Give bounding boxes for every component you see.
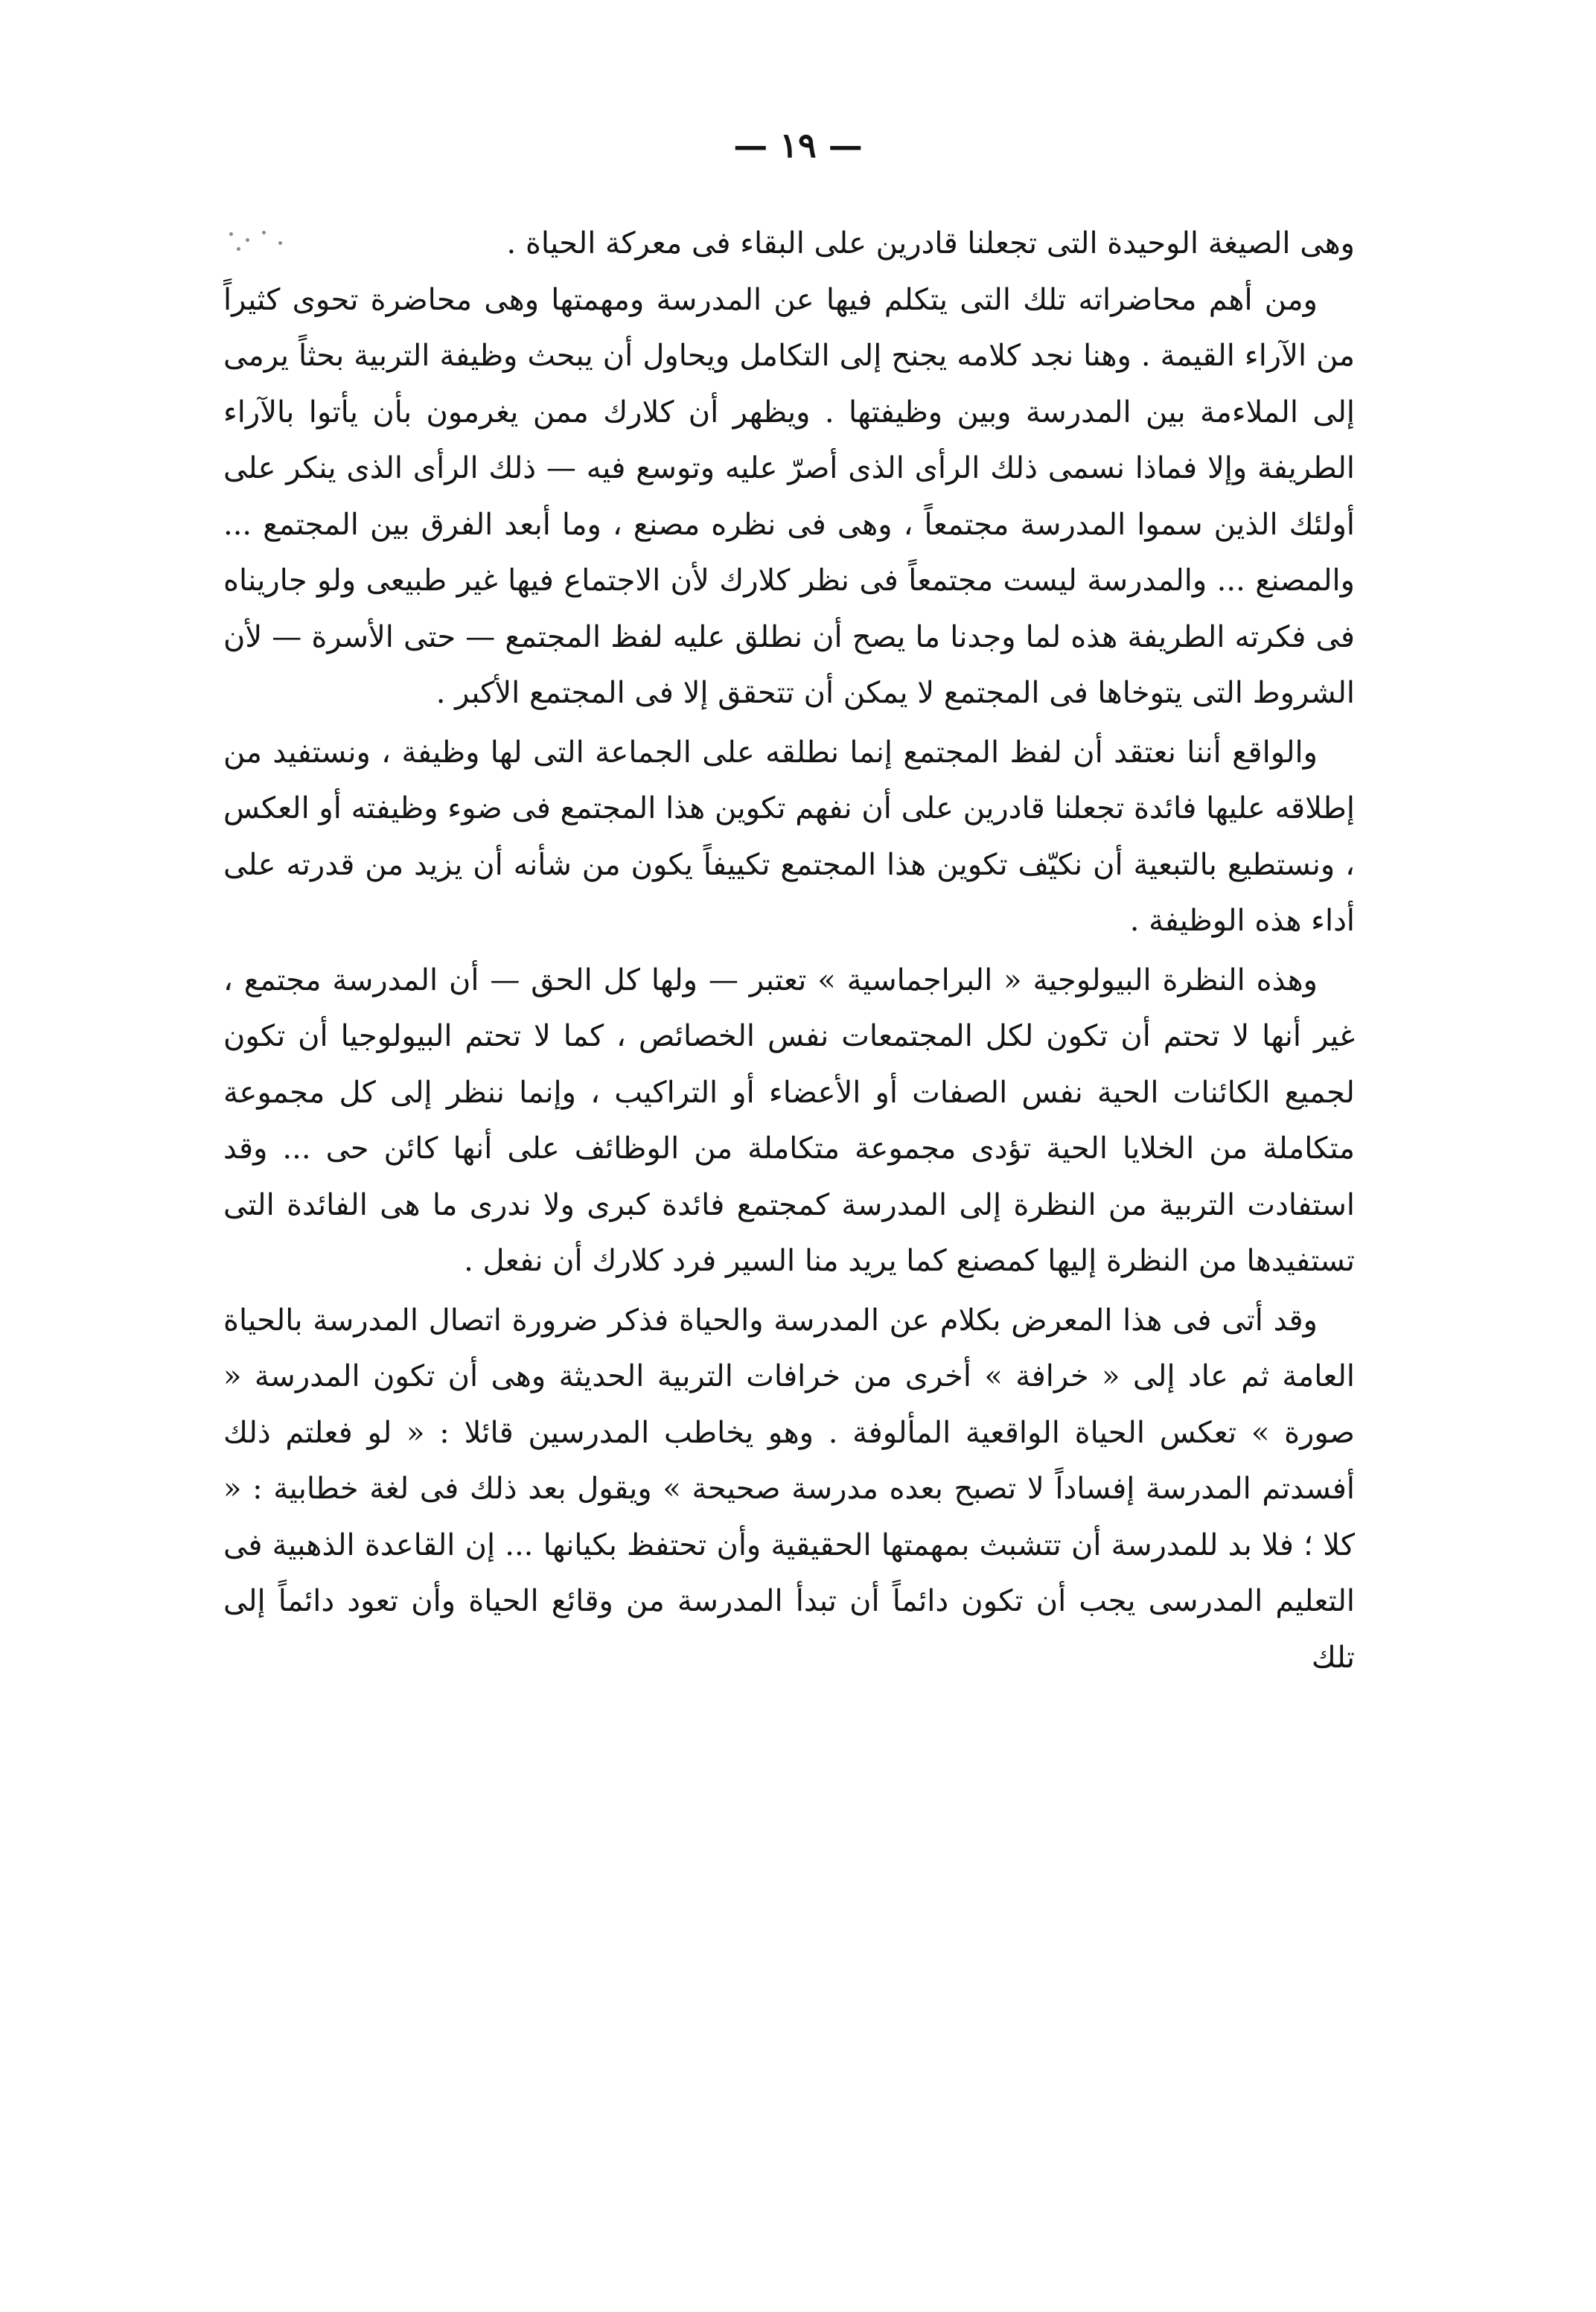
paragraph: وقد أتى فى هذا المعرض بكلام عن المدرسة والحياة فذكر ضرورة اتصال المدرسة بالحياة العامة ثم عاد إلى « خرافة » أخرى من خرافات التربية الحديثة وهى أن تكون المدرسة « صورة » تعكس الحياة الواقعية المألوفة . وهو يخاطب المدرسين قائلا : « لو فعلتم ذلك أفسدتم المدرسة إفساداً لا تصبح بعده مدرسة صحيحة » ويقول بعد ذلك فى لغة خطابية : « كلا ؛ فلا بد للمدرسة أن تتشبث بمهمتها الحقيقية وأن تحتفظ بكيانها ... إن القاعدة الذهبية فى التعليم المدرسى يجب أن تكون دائماً أن تبدأ المدرسة من وقائع الحياة وأن تعود دائماً إلى تلك: [223, 1303, 1355, 1675]
paragraph: وهى الصيغة الوحيدة التى تجعلنا قادرين على البقاء فى معركة الحياة .: [506, 226, 1355, 261]
paragraph: وهذه النظرة البيولوجية « البراجماسية » تعتبر — ولها كل الحق — أن المدرسة مجتمع ، غير أنها لا تحتم أن تكون لكل المجتمعات نفس الخصائص ، كما لا تحتم البيولوجيا أن تكون لجميع الكائنات الحية نفس الصفات أو الأعضاء أو التراكيب ، وإنما ننظر إلى كل مجموعة متكاملة من الخلايا الحية تؤدى مجموعة متكاملة من الوظائف على أنها كائن حى ... وقد استفادت التربية من النظرة إلى المدرسة كمجتمع فائدة كبرى ولا ندرى ما هى الفائدة التى تستفيدها من النظرة إليها كمصنع كما يريد منا السير فرد كلارك أن نفعل .: [223, 962, 1356, 1278]
page-number: — ١٩ —: [733, 125, 863, 165]
body-text: [223, 216, 1355, 1686]
paragraph: والواقع أننا نعتقد أن لفظ المجتمع إنما نطلقه على الجماعة التى لها وظيفة ، ونستفيد من إطلاقه عليها فائدة تجعلنا قادرين على أن نفهم تكوين هذا المجتمع فى ضوء وظيفته أو العكس ، ونستطيع بالتبعية أن نكيّف تكوين هذا المجتمع تكييفاً يكون من شأنه أن يزيد من قدرته على أداء هذه الوظيفة .: [223, 735, 1355, 938]
paragraph: ومن أهم محاضراته تلك التى يتكلم فيها عن المدرسة ومهمتها وهى محاضرة تحوى كثيراً من الآراء القيمة . وهنا نجد كلامه يجنح إلى التكامل ويحاول أن يبحث وظيفة التربية بحثاً يرمى إلى الملاءمة بين المدرسة وبين وظيفتها . ويظهر أن كلارك ممن يغرمون بأن يأتوا بالآراء الطريفة وإلا فماذا نسمى ذلك الرأى الذى أصرّ عليه وتوسع فيه — ذلك الرأى الذى ينكر على أولئك الذين سموا المدرسة مجتمعاً ، وهى فى نظره مصنع ، وما أبعد الفرق بين المجتمع ... والمصنع ... والمدرسة ليست مجتمعاً فى نظر كلارك لأن الاجتماع فيها غير طبيعى ولو جاريناه فى فكرته الطريفة هذه لما وجدنا ما يصح أن نطلق عليه لفظ المجتمع — حتى الأسرة — لأن الشروط التى يتوخاها فى المجتمع لا يمكن أن تتحقق إلا فى المجتمع الأكبر .: [223, 282, 1355, 710]
